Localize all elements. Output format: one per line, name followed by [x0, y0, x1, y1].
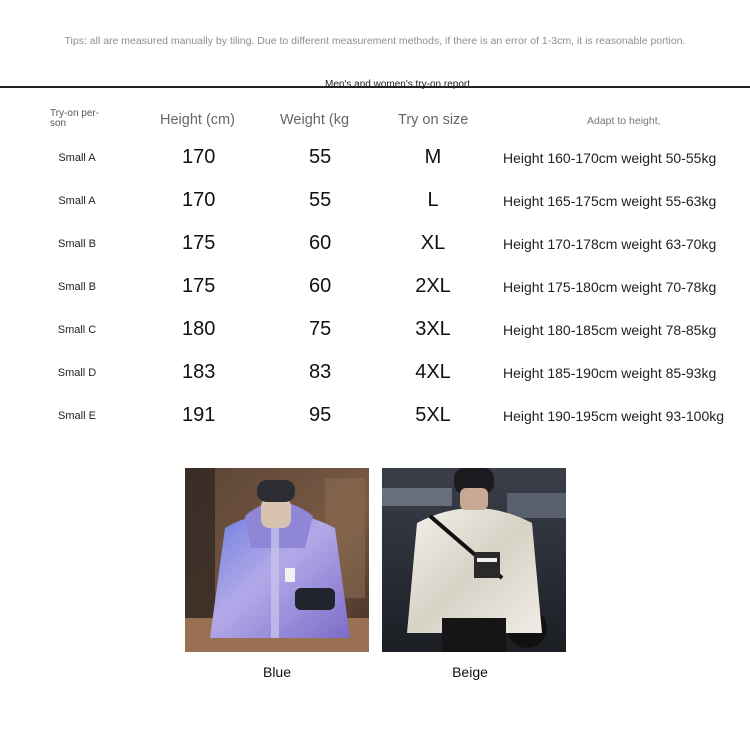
- header-adapt: Adapt to height,: [587, 115, 661, 127]
- person-cell: Small E: [58, 410, 96, 422]
- weight-cell: 55: [309, 146, 332, 168]
- header-height: Height (cm): [160, 112, 235, 128]
- size-cell: 2XL: [415, 275, 451, 297]
- adapt-cell: Height 165-175cm weight 55-63kg: [503, 193, 717, 209]
- adapt-cell: Height 170-178cm weight 63-70kg: [503, 236, 717, 252]
- height-cell: 175: [182, 275, 216, 297]
- table-row: [0, 226, 750, 269]
- weight-cell: 55: [309, 189, 332, 211]
- person-cell: Small C: [57, 324, 97, 336]
- size-cell: M: [424, 146, 442, 168]
- weight-cell: 75: [309, 318, 332, 340]
- height-cell: 170: [182, 146, 216, 168]
- product-photo-beige: [382, 468, 566, 652]
- weight-cell: 60: [309, 275, 332, 297]
- tips-text: Tips: all are measured manually by tiling. Due to different measurement methods, if there is an error of 1-3cm, it is reasonable portion.: [64, 35, 686, 47]
- caption-beige: Beige: [452, 664, 488, 680]
- product-photo-blue: [185, 468, 369, 652]
- size-cell: 3XL: [415, 318, 451, 340]
- height-cell: 175: [182, 232, 216, 254]
- table-row: [0, 140, 750, 183]
- adapt-cell: Height 160-170cm weight 50-55kg: [503, 150, 717, 166]
- table-row: [0, 312, 750, 355]
- weight-cell: 83: [309, 361, 332, 383]
- weight-cell: 95: [309, 404, 332, 426]
- size-cell: XL: [420, 232, 446, 254]
- height-cell: 180: [182, 318, 216, 340]
- size-cell: 4XL: [415, 361, 451, 383]
- size-cell: L: [427, 189, 439, 211]
- person-cell: Small B: [58, 238, 96, 250]
- weight-cell: 60: [309, 232, 332, 254]
- blue-jacket-illustration: [185, 468, 369, 652]
- height-cell: 183: [182, 361, 216, 383]
- person-cell: Small A: [58, 152, 96, 164]
- header-person: Try-on per-son: [50, 108, 100, 129]
- adapt-cell: Height 185-190cm weight 85-93kg: [503, 365, 717, 381]
- caption-blue: Blue: [262, 664, 292, 680]
- person-cell: Small D: [57, 367, 97, 379]
- table-row: [0, 355, 750, 398]
- adapt-cell: Height 175-180cm weight 70-78kg: [503, 279, 717, 295]
- report-title: Men's and women's try-on report: [325, 79, 470, 90]
- header-size: Try on size: [398, 112, 469, 128]
- table-row: [0, 398, 750, 441]
- adapt-cell: Height 190-195cm weight 93-100kg: [503, 408, 725, 424]
- size-cell: 5XL: [415, 404, 451, 426]
- table-row: [0, 269, 750, 312]
- adapt-cell: Height 180-185cm weight 78-85kg: [503, 322, 717, 338]
- person-cell: Small B: [58, 281, 96, 293]
- table-row: [0, 183, 750, 226]
- beige-jacket-illustration: [382, 468, 566, 652]
- person-cell: Small A: [58, 195, 96, 207]
- height-cell: 170: [182, 189, 216, 211]
- height-cell: 191: [182, 404, 216, 426]
- header-weight: Weight (kg: [280, 112, 350, 128]
